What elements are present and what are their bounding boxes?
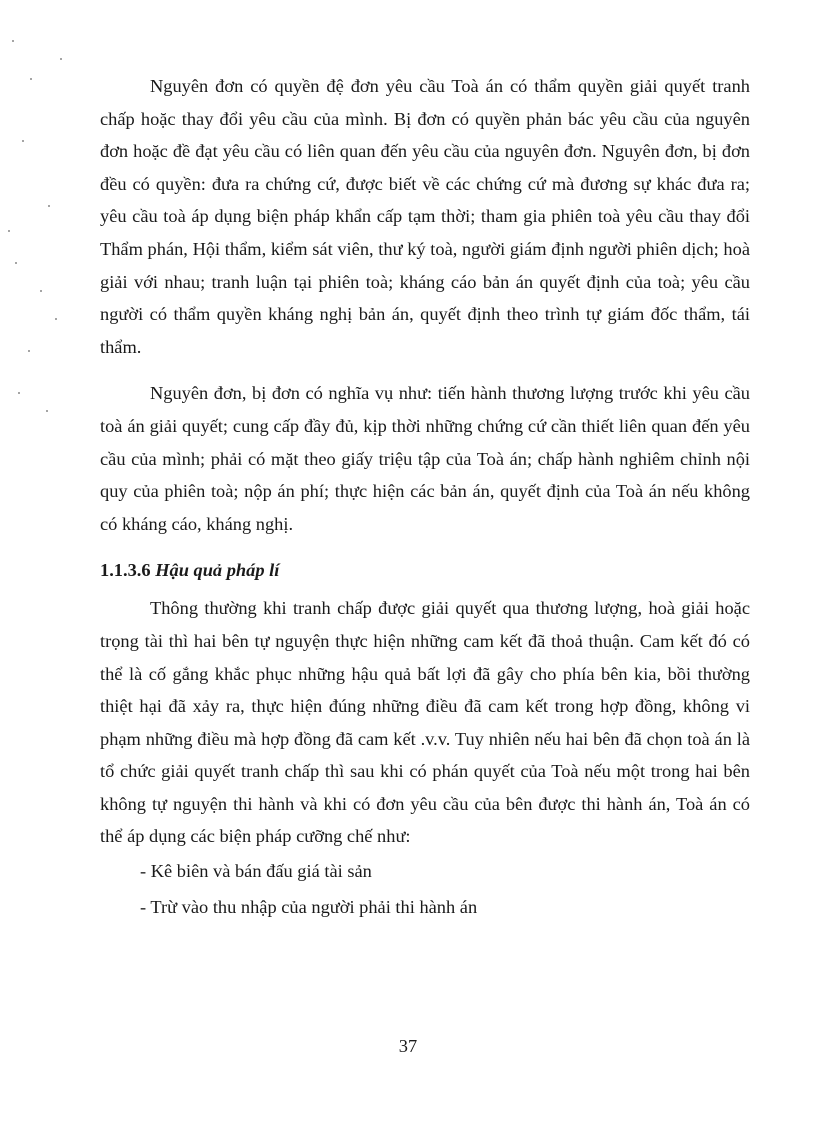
page-number: 37 [398,1036,418,1056]
section-heading [100,554,750,586]
list-item: - Trừ vào thu nhập của người phải thi hành án [140,897,478,918]
section-title: Hậu quả pháp lí [155,560,280,581]
paragraph-legal-consequences: Thông thường khi tranh chấp được giải quyết qua thương lượng, hoà giải hoặc trọng tài thì hai bên tự nguyện thực hiện những cam kết đã thoả thuận. Cam kết đó có thể là cố gắng khắc phục những hậu quả bất lợi đã gây cho phía bên kia, bồi thường thiệt hại đã xảy ra, thực hiện đúng những điều đã cam kết trong hợp đồng, không vi phạm những điều mà hợp đồng đã cam kết .v.v. Tuy nhiên nếu hai bên đã chọn toà án là tổ chức giải quyết tranh chấp thì sau khi có phán quyết của Toà nếu một trong hai bên không tự nguyện thi hành và khi có đơn yêu cầu của bên được thi hành án, Toà án có thể áp dụng các biện pháp cưỡng chế như: [100,598,750,847]
document-page [100,70,750,925]
list-item: - Kê biên và bán đấu giá tài sản [140,861,372,882]
paragraph-obligations: Nguyên đơn, bị đơn có nghĩa vụ như: tiến hành thương lượng trước khi yêu cầu toà án giải quyết; cung cấp đầy đủ, kịp thời những chứng cứ cần thiết liên quan đến yêu cầu của mình; phải có mặt theo giấy triệu tập của Toà án; chấp hành nghiêm chỉnh nội quy của phiên toà; nộp án phí; thực hiện các bản án, quyết định của Toà án nếu không có kháng cáo, kháng nghị. [100,383,750,534]
section-number: 1.1.3.6 [100,560,151,581]
paragraph-plaintiff-rights: Nguyên đơn có quyền đệ đơn yêu cầu Toà án có thẩm quyền giải quyết tranh chấp hoặc thay đổi yêu cầu của mình. Bị đơn có quyền phản bác yêu cầu của nguyên đơn hoặc đề đạt yêu cầu có liên quan đến yêu cầu của nguyên đơn. Nguyên đơn, bị đơn đều có quyền: đưa ra chứng cứ, được biết về các chứng cứ mà đương sự khác đưa ra; yêu cầu toà áp dụng biện pháp khẩn cấp tạm thời; tham gia phiên toà yêu cầu thay đổi Thẩm phán, Hội thẩm, kiểm sát viên, thư ký toà, người giám định người phiên dịch; hoà giải với nhau; tranh luận tại phiên toà; kháng cáo bản án quyết định của toà; yêu cầu người có thẩm quyền kháng nghị bản án, quyết định theo trình tự giám đốc thẩm, tái thẩm. [100,76,750,357]
